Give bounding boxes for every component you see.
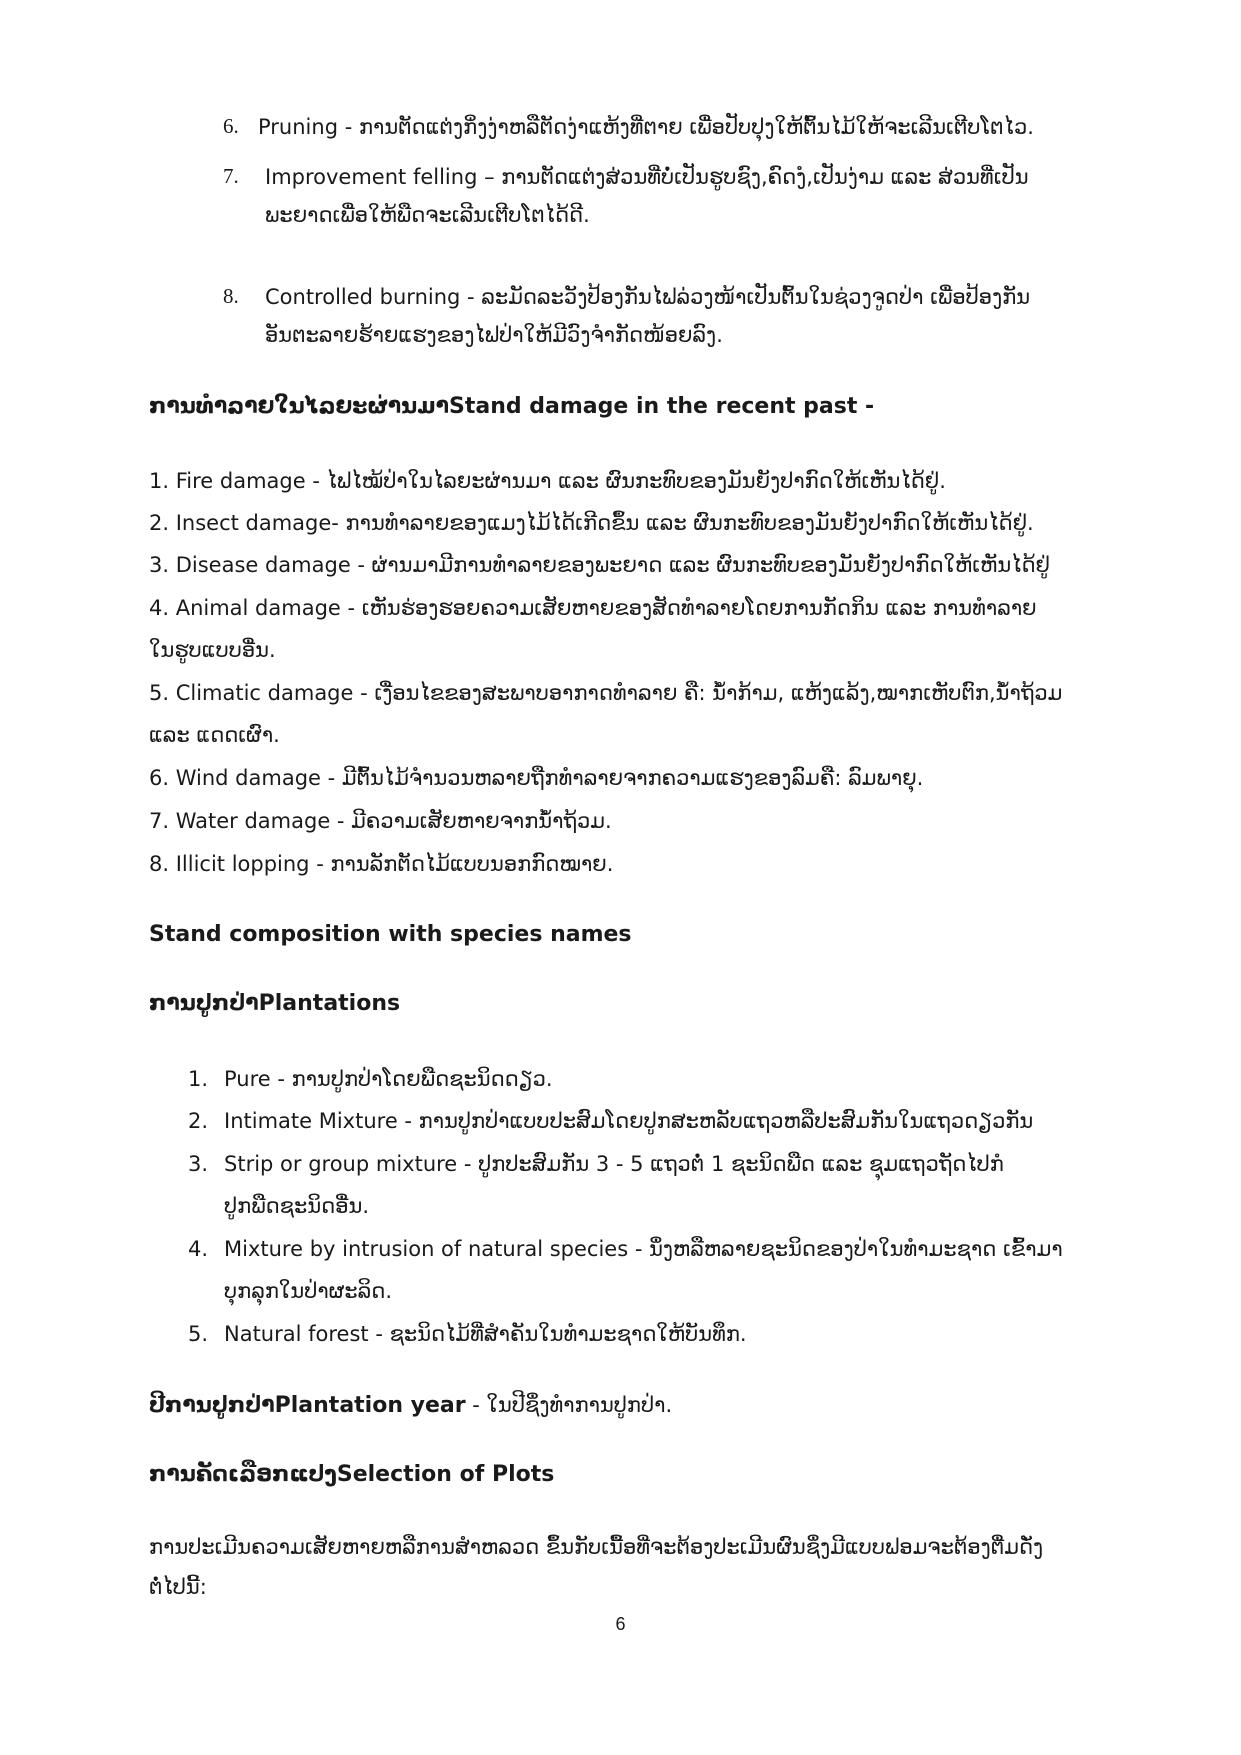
list-item-text: Intimate Mixture - ການປູກປ່າແບບປະສົມໂດຍປູກສະຫລັບແຖວຫລືປະສົມກັນໃນແຖວດຽວກັນ — [224, 1109, 1034, 1133]
list-item-text: Natural forest - ຊະນິດໄມ້ທີ່ສຳຄັນໃນທຳມະຊາດໃຫ້ບັນທຶກ. — [224, 1322, 747, 1346]
list-number: 7. — [223, 164, 239, 188]
list-item: ໃນຮູບແບບອື່ນ. — [149, 638, 276, 662]
heading-selection-of-plots: ການຄັດເລືອກແປງSelection of Plots — [149, 1462, 555, 1487]
list-item-text: ພະຍາດເພື່ອໃຫ້ພືດຈະເລີນເຕີບໂຕໄດ້ດີ. — [265, 203, 590, 227]
list-item: 6. Wind damage - ມີຕົ້ນໄມ້ຈຳນວນຫລາຍຖືກທຳລາຍຈາກຄວາມແຮງຂອງລົມຄື: ລົມພາຍຸ. — [149, 766, 924, 790]
list-item-text: ອັນຕະລາຍຮ້າຍແຮງຂອງໄຟປ່າໃຫ້ມີວົງຈຳກັດໜ້ອຍລົງ. — [265, 323, 723, 347]
list-item-text: Pure - ການປູກປ່າໂດຍພືດຊະນິດດຽວ. — [224, 1067, 553, 1091]
list-number: 8. — [223, 284, 239, 308]
list-item-text: Pruning - ການຕັດແຕ່ງກິ່ງງ່າຫລືຕັດງ່າແຫ້ງທີ່ຕາຍ ເພື່ອປັບປຸງໃຫ້ຕົ້ນໄມ້ໃຫ້ຈະເລີນເຕີບໂຕໄວ. — [258, 115, 1034, 139]
list-number: 4. — [188, 1237, 209, 1261]
list-item: 7. Water damage - ມີຄວາມເສັຍຫາຍຈາກນ້ຳຖ້ວມ. — [149, 809, 612, 833]
plantation-year-label: ປີການປູກປ່າPlantation year — [149, 1393, 466, 1418]
heading-stand-composition: Stand composition with species names — [149, 922, 632, 947]
list-item-text: Improvement felling – ການຕັດແຕ່ງສ່ວນທີ່ບໍ່ເປັນຮູບຊົງ,ຄົດງໍ,ເປັນງ່າມ ແລະ ສ່ວນທີ່ເປັນ — [265, 165, 1029, 189]
paragraph-line: ການປະເມີນຄວາມເສັຍຫາຍຫລືການສຳຫລວດ ຂຶ້ນກັບເນື້ອທີ່ຈະຕ້ອງປະເມີນຜົນຊຶ່ງມີແບບຟອມຈະຕ້ອງຕື່ມດັ່ງ — [149, 1535, 1044, 1559]
list-item: 1. Fire damage - ໄຟໄໝ້ປ່າໃນໄລຍະຜ່ານມາ ແລະ ຜົນກະທົບຂອງມັນຍັງປາກົດໃຫ້ເຫັນໄດ້ຢູ່. — [149, 469, 946, 493]
heading-stand-damage: ການທຳລາຍໃນໄລຍະຜ່ານມາStand damage in the recent past - — [149, 394, 875, 419]
list-number: 3. — [188, 1152, 209, 1176]
list-item: 3. Disease damage - ຜ່ານມາມີການທຳລາຍຂອງພະຍາດ ແລະ ຜົນກະທົບຂອງມັນຍັງປາກົດໃຫ້ເຫັນໄດ້ຢູ່ — [149, 553, 1050, 577]
list-item: 5. Climatic damage - ເງື່ອນໄຂຂອງສະພາບອາກາດທຳລາຍ ຄື: ນ້ຳກ້າມ, ແຫ້ງແລ້ງ,ໝາກເຫັບຕົກ,ນ້ຳຖ້ວມ — [149, 681, 1063, 705]
paragraph-line: ຕໍ່ໄປນີ້: — [149, 1575, 207, 1599]
list-number: 1. — [188, 1067, 209, 1091]
list-item-text: Controlled burning - ລະມັດລະວັງປ້ອງກັນໄຟລ່ວງໜ້າເປັນຕົ້ນໃນຊ່ວງຈູດປ່າ ເພື່ອປ້ອງກັນ — [265, 285, 1031, 309]
list-item-text: Strip or group mixture - ປູກປະສົມກັນ 3 - 5 ແຖວຕໍ່ 1 ຊະນິດພືດ ແລະ ຊຸມແຖວຖັດໄປກໍ — [224, 1152, 1004, 1176]
list-number: 5. — [188, 1322, 209, 1346]
list-item: ແລະ ແດດເຜົາ. — [149, 723, 280, 747]
list-item-text: ປູກພືດຊະນິດອື່ນ. — [224, 1194, 370, 1218]
list-item-text: ບຸກລຸກໃນປ່າຜະລິດ. — [224, 1279, 392, 1303]
plantation-year-line — [149, 1390, 672, 1421]
plantation-year-text: - ໃນປີຊຶ່ງທຳການປູກປ່າ. — [465, 1393, 673, 1417]
list-number: 6. — [223, 114, 239, 138]
page-number: 6 — [615, 1614, 626, 1634]
list-number: 2. — [188, 1109, 209, 1133]
list-item: 4. Animal damage - ເຫັນຮ່ອງຮອຍຄວາມເສັຍຫາຍຂອງສັດທຳລາຍໂດຍການກັດກິນ ແລະ ການທຳລາຍ — [149, 596, 1037, 620]
heading-plantations: ການປູກປ່າPlantations — [149, 991, 401, 1016]
list-item: 2. Insect damage- ການທຳລາຍຂອງແມງໄມ້ໄດ້ເກີດຂຶ້ນ ແລະ ຜົນກະທົບຂອງມັນຍັງປາກົດໃຫ້ເຫັນໄດ້ຢູ່. — [149, 511, 1034, 535]
list-item-text: Mixture by intrusion of natural species - ນຶ່ງຫລືຫລາຍຊະນິດຂອງປ່າໃນທຳມະຊາດ ເຂົ້າມາ — [224, 1237, 1063, 1261]
list-item: 8. Illicit lopping - ການລັກຕັດໄມ້ແບບນອກກົດໝາຍ. — [149, 852, 614, 876]
